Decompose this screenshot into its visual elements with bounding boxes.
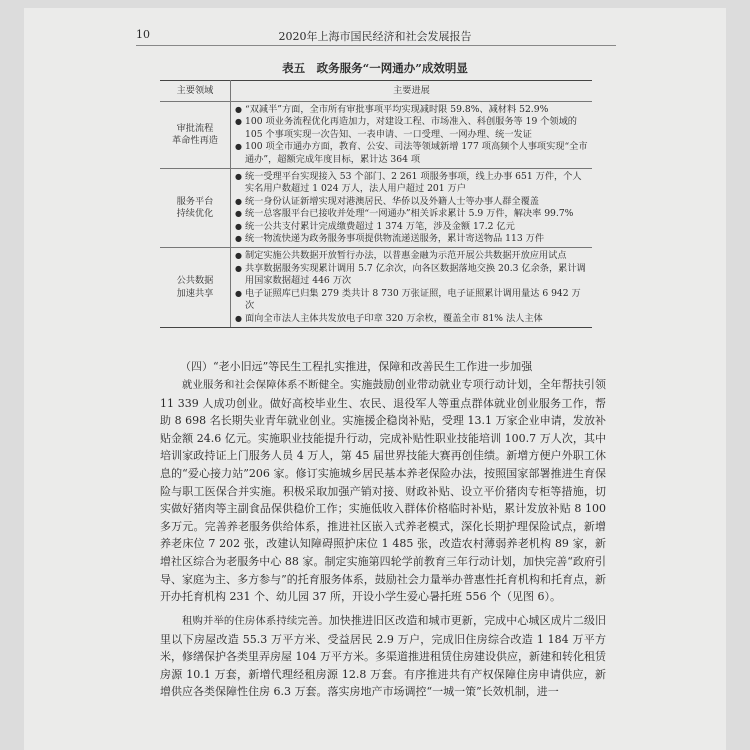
list-item: ● 电子证照库已归集 279 类共计 8 730 万张证照，电子证照累计调用量达 6 942 万次 bbox=[235, 287, 581, 312]
list-item: ● 统一身份认证新增实现对港澳居民、华侨以及外籍人士等办事人群全覆盖 bbox=[235, 195, 539, 207]
bullet-icon: ● bbox=[235, 288, 242, 298]
bullet-icon: ● bbox=[235, 117, 242, 127]
list-item: ● 统一总客服平台已接收并处理“一网通办”相关诉求累计 5.9 万件，解决率 99.7% bbox=[235, 208, 574, 220]
bullet-icon: ● bbox=[235, 221, 242, 231]
progress-cell bbox=[231, 102, 593, 169]
table-row bbox=[160, 248, 592, 327]
bullet-icon: ● bbox=[235, 105, 242, 114]
table-row bbox=[160, 169, 592, 248]
bullet-icon: ● bbox=[235, 172, 242, 182]
area-cell: 服务平台 持续优化 bbox=[160, 169, 231, 248]
list-item: ● 统一公共支付累计完成缴费超过 1 374 万笔，涉及金额 17.2 亿元 bbox=[235, 220, 515, 232]
bullet-icon: ● bbox=[235, 142, 242, 152]
bullet-icon: ● bbox=[235, 234, 242, 244]
column-header-area: 主要领域 bbox=[160, 81, 231, 102]
list-item: ● 100 项业务流程优化再造加力，对建设工程、市场准入、科创服务等 19 个领域的 105 个事项实现一次告知、一表申请、一口受理、一网办理、统一发证 bbox=[235, 116, 577, 140]
list-item: ● 统一受理平台实现接入 53 个部门、2 261 项服务事项，线上办事 651 万件，个人实名用户数超过 1 024 万人，法人用户超过 201 万户 bbox=[235, 171, 582, 195]
bullet-icon: ● bbox=[235, 251, 242, 261]
bullet-icon: ● bbox=[235, 263, 242, 273]
progress-cell bbox=[231, 169, 593, 248]
paragraph-text: 加快推进旧区改造和城市更新，完成中心城区成片二级旧里以下房屋改造 55.3 万平方米、受益居民 2.9 万户，完成旧住房综合改造 1 184 万平方米，修缮保护各类里弄房屋 104 万平方米。多渠道推进租赁住房建设供应，新建和转化租赁房源 10.1 万套，新增代理经租房源 12.8 万套。有序推进共有产权保障住房申请供应，新增供应各类保障性住房 6.3 万套。落实房地产市场调控“一城一策”长效机制，进一 bbox=[160, 614, 607, 699]
paragraph-lead: 就业服务和社会保障体系不断健全。 bbox=[182, 379, 351, 391]
list-item: ● “双减半”方面，全市所有审批事项平均实现减时限 59.8%、减材料 52.9% bbox=[235, 104, 549, 115]
section-subheading: （四）“老小旧远”等民生工程扎实推进，保障和改善民生工作进一步加强 bbox=[180, 360, 533, 373]
table-caption: 表五 政务服务“一网通办”成效明显 bbox=[282, 61, 468, 75]
area-cell: 审批流程 革命性再造 bbox=[160, 102, 231, 169]
paragraph-text: 实施鼓励创业带动就业专项行动计划，全年帮扶引领 11 339 人成功创业。做好高校毕业生、农民、退役军人等重点群体就业创业服务工作，帮助 8 698 名长期失业青年就业创业。实施援企稳岗补贴，受理 13.1 万家企业申请，发放补贴金额 24.6 亿元。实施职业技能提升行动，完成补贴性职业技能培训 100.7 万人次，其中培训家政持证上门服务人员 4 万人，第 45 届世界技能大赛再创佳绩。新增方便户外职工休息的“爱心接力站”206 家。修订实施城乡居民基本养老保险办法，按照国家部署推进生育保险与职工医保合并实施。积极采取加强产销对接、财政补贴、设立平价猪肉专柜等措施，切实做好猪肉等主副食品保供稳价工作；实施低收入群体价格临时补贴，累计发放补贴 8 100 多万元。完善养老服务供给体系，推进社区嵌入式养老模式，深化长期护理保险试点，新增养老床位 7 202 张，改建认知障碍照护床位 1 485 张，改造农村薄弱养老机构 89 家，新增社区综合为老服务中心 88 家。制定实施第四轮学前教育三年行动计划，加快完善“政府引导、家庭为主、多方参与”的托育服务体系，鼓励社会力量举办普惠性托育机构和托育点，新开办托育机构 231 个、幼儿园 37 所，开设小学生爱心暑托班 556 个（见图 6）。 bbox=[160, 378, 606, 604]
list-item: ● 100 项全市通办方面，教育、公安、司法等领域新增 177 项高频个人事项实现“全市通办”，超额完成年度目标，累计达 364 项 bbox=[235, 141, 588, 165]
page-number: 10 bbox=[136, 28, 150, 41]
paragraph-lead: 租购并举的住房体系持续完善。 bbox=[182, 615, 329, 627]
bullet-icon: ● bbox=[235, 196, 242, 206]
column-header-progress: 主要进展 bbox=[231, 81, 593, 102]
list-item: ● 统一物流快递为政务服务事项提供物流递送服务，累计寄送物品 113 万件 bbox=[235, 233, 545, 245]
header-rule bbox=[136, 45, 616, 46]
bullet-icon: ● bbox=[235, 209, 242, 219]
table-row bbox=[160, 102, 592, 169]
list-item: ● 制定实施公共数据开放暂行办法，以普惠金融为示范开展公共数据开放应用试点 bbox=[235, 250, 567, 262]
paragraph-housing bbox=[160, 612, 606, 701]
area-cell: 公共数据 加速共享 bbox=[160, 248, 231, 327]
paragraph-employment bbox=[160, 376, 606, 606]
list-item: ● 共享数据服务实现累计调用 5.7 亿余次，向各区数据落地交换 20.3 亿余条，累计调用国家数据超过 446 万次 bbox=[235, 262, 586, 287]
running-header: 2020年上海市国民经济和社会发展报告 bbox=[278, 30, 472, 43]
list-item: ● 面向全市法人主体共发放电子印章 320 万余枚，覆盖全市 81% 法人主体 bbox=[235, 312, 543, 324]
progress-table bbox=[160, 80, 592, 328]
bullet-icon: ● bbox=[235, 313, 242, 323]
progress-cell bbox=[231, 248, 593, 327]
